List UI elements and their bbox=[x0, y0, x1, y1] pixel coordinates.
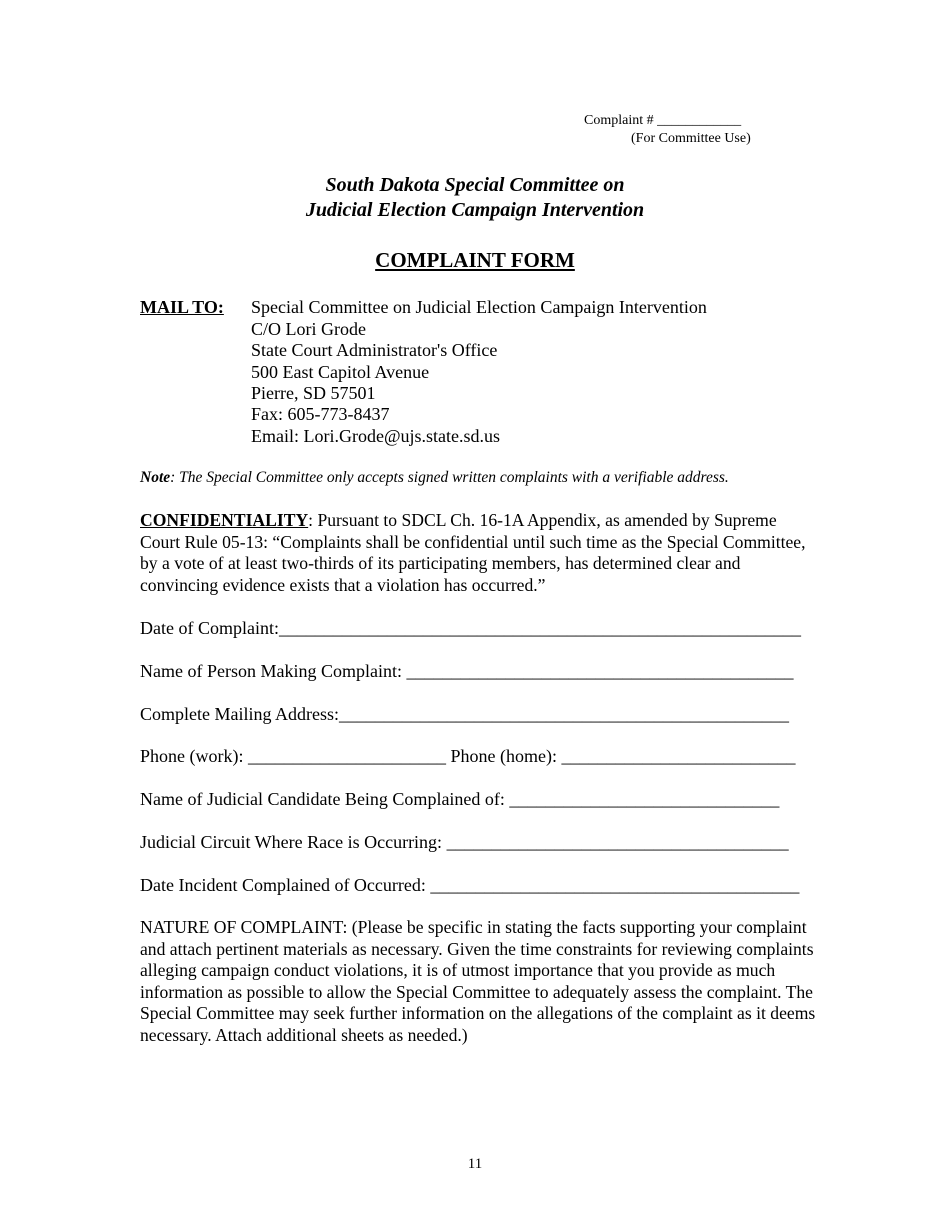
note bbox=[140, 469, 729, 487]
address-line: C/O Lori Grode bbox=[251, 319, 366, 339]
judicial-circuit-field[interactable]: Judicial Circuit Where Race is Occurring: ______________________________________ bbox=[140, 832, 789, 852]
document-title-line2: Judicial Election Campaign Intervention bbox=[305, 199, 645, 221]
confidentiality-paragraph bbox=[140, 510, 820, 596]
date-of-complaint-field[interactable]: Date of Complaint:__________________________________________________________ bbox=[140, 618, 801, 638]
committee-use-label: (For Committee Use) bbox=[631, 131, 751, 146]
mailing-address-field[interactable]: Complete Mailing Address:__________________________________________________ bbox=[140, 704, 789, 724]
address-line: 500 East Capitol Avenue bbox=[251, 362, 430, 382]
address-line: Special Committee on Judicial Election Campaign Intervention bbox=[251, 297, 707, 317]
note-text: : The Special Committee only accepts signed written complaints with a verifiable address. bbox=[170, 469, 729, 486]
confidentiality-text: : Pursuant to SDCL Ch. 16-1A Appendix, as amended by Supreme Court Rule 05-13: “Complaints shall be confidential until such time as the Special Committee, by a vote of at least two-thirds of its participating members, has determined clear and convincing evidence exists that a violation has occurred.” bbox=[140, 510, 806, 595]
mail-to-label: MAIL TO: bbox=[140, 297, 224, 317]
complaint-number-field: Complaint # ____________ bbox=[584, 113, 742, 128]
incident-date-field[interactable]: Date Incident Complained of Occurred: _________________________________________ bbox=[140, 875, 800, 895]
page-number: 11 bbox=[467, 1156, 483, 1172]
confidentiality-label: CONFIDENTIALITY bbox=[140, 510, 309, 530]
note-label: Note bbox=[140, 469, 171, 486]
email-line: Email: Lori.Grode@ujs.state.sd.us bbox=[251, 426, 501, 446]
nature-of-complaint-paragraph: NATURE OF COMPLAINT: (Please be specific in stating the facts supporting your complaint and attach pertinent materials as necessary. Given the time constraints for reviewing complaints alleging campaign conduct violations, it is of utmost importance that you provide as much information as possible to allow the Special Committee to adequately assess the complaint. The Special Committee may seek further information on the allegations of the complaint as it deems necessary. Attach additional sheets as needed.) bbox=[140, 917, 816, 1045]
address-line: Pierre, SD 57501 bbox=[251, 383, 376, 403]
form-title: COMPLAINT FORM bbox=[375, 248, 575, 272]
complainant-name-field[interactable]: Name of Person Making Complaint: ___________________________________________ bbox=[140, 661, 794, 681]
judicial-candidate-field[interactable]: Name of Judicial Candidate Being Complained of: ______________________________ bbox=[140, 789, 780, 809]
document-title-line1: South Dakota Special Committee on bbox=[325, 174, 625, 196]
fax-line: Fax: 605-773-8437 bbox=[251, 404, 390, 424]
phone-fields[interactable]: Phone (work): ______________________ Phone (home): __________________________ bbox=[140, 746, 796, 766]
address-line: State Court Administrator's Office bbox=[251, 340, 498, 360]
